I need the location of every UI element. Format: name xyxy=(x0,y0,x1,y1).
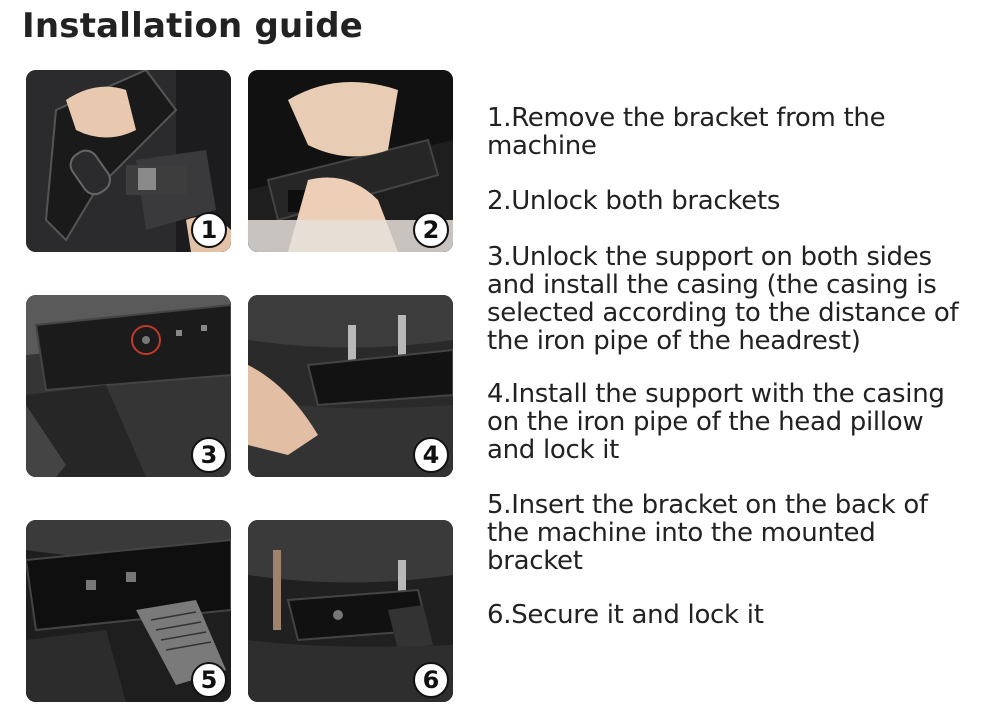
step-3-photo xyxy=(26,295,231,477)
step-6-text: 6.Secure it and lock it xyxy=(487,600,764,630)
step-number-badge: 1 xyxy=(191,212,227,248)
step-4-text: 4.Install the support with the casing on the iron pipe of the head pillow and lock it xyxy=(487,379,945,465)
step-1-photo xyxy=(26,70,231,252)
step-2-photo xyxy=(248,70,453,252)
step-number-badge: 5 xyxy=(191,662,227,698)
step-2-text: 2.Unlock both brackets xyxy=(487,186,781,216)
step-number-badge: 2 xyxy=(413,212,449,248)
step-3-text: 3.Unlock the support on both sides and install the casing (the casing is selected according to the distance of the iron pipe of the headrest) xyxy=(487,242,959,356)
step-number-badge: 6 xyxy=(413,662,449,698)
step-number-badge: 4 xyxy=(413,437,449,473)
page-title: Installation guide xyxy=(22,6,364,46)
step-6-photo xyxy=(248,520,453,702)
step-4-photo xyxy=(248,295,453,477)
step-5-text: 5.Insert the bracket on the back of the machine into the mounted bracket xyxy=(487,490,928,576)
step-5-photo xyxy=(26,520,231,702)
step-1-text: 1.Remove the bracket from the machine xyxy=(487,103,886,161)
step-number-badge: 3 xyxy=(191,437,227,473)
